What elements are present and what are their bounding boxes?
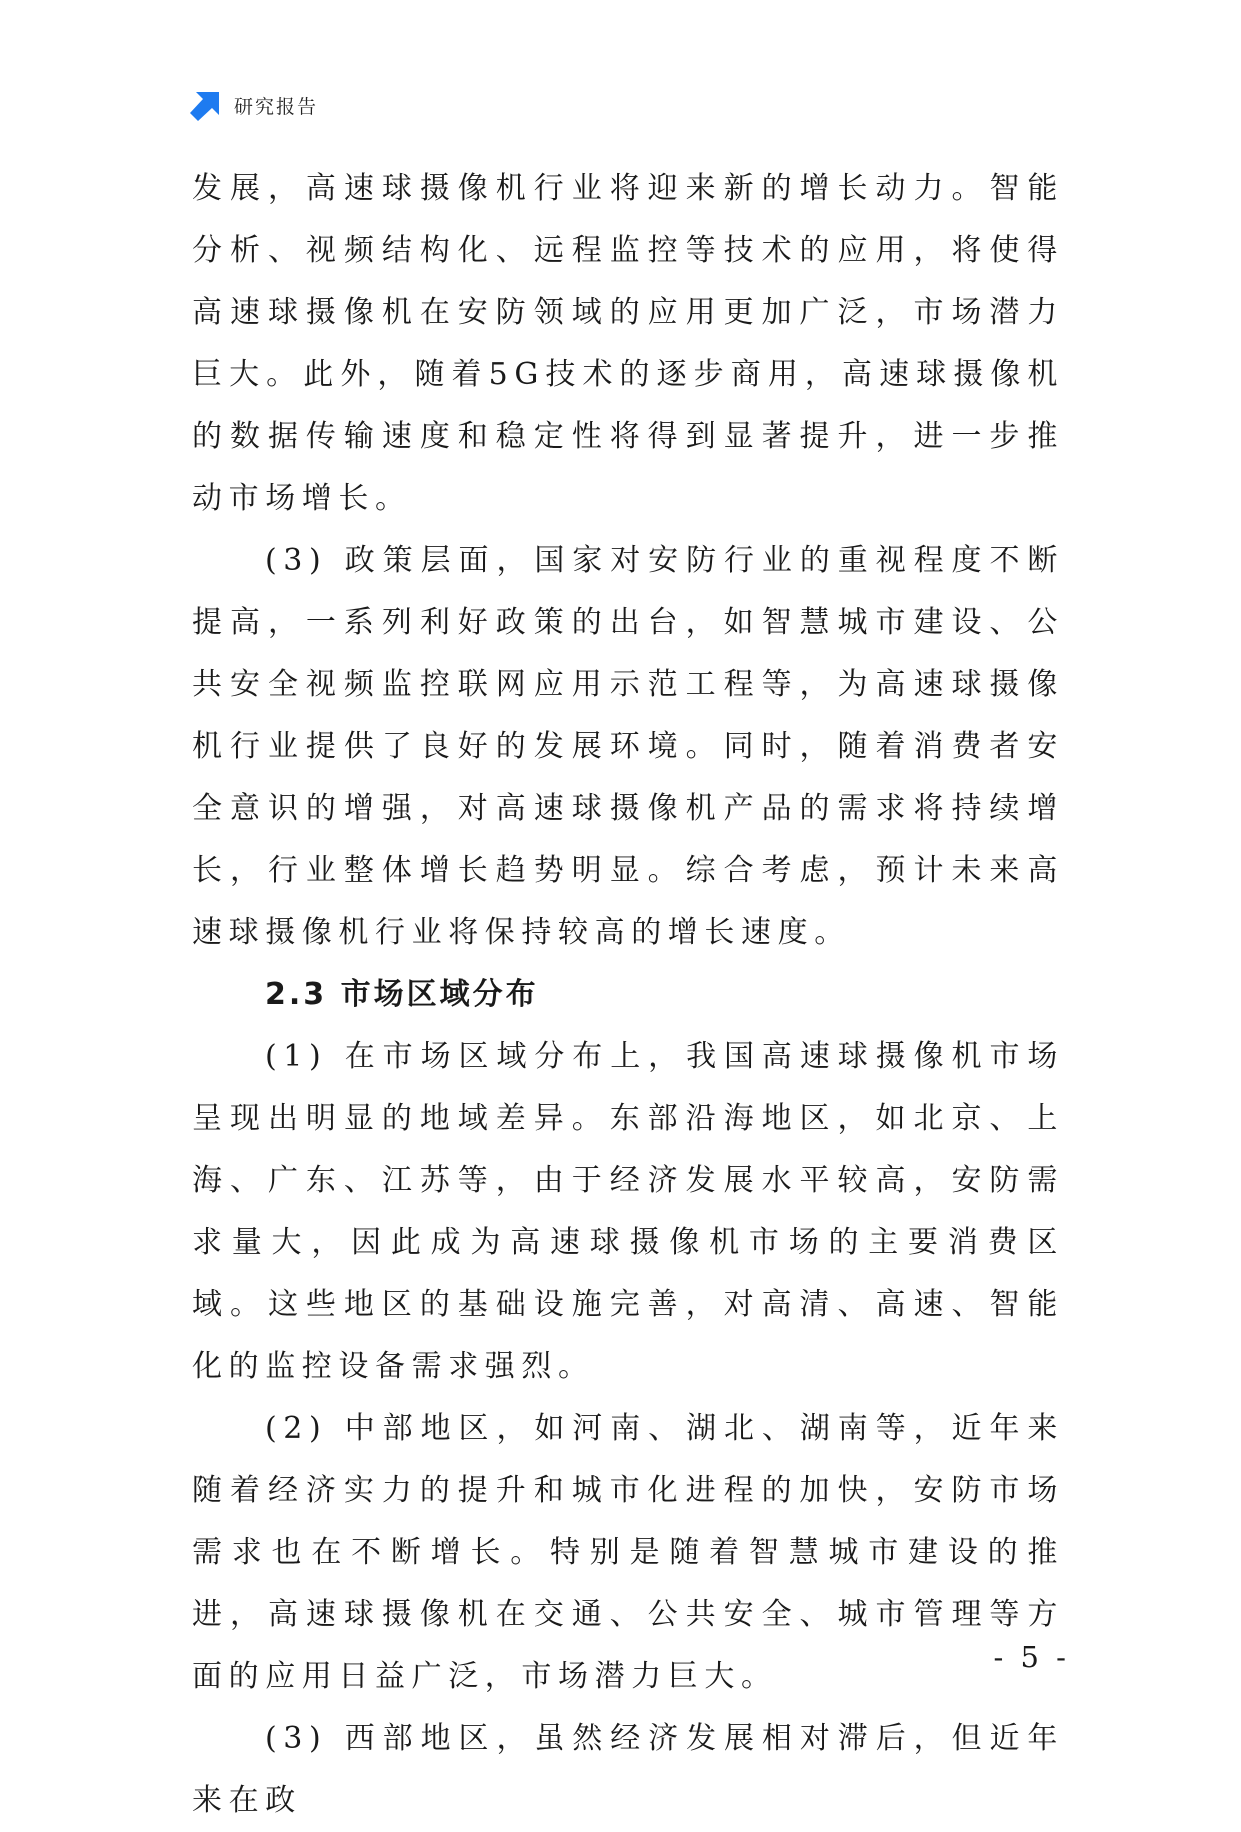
report-header — [190, 88, 318, 122]
page-number: - 5 - — [993, 1640, 1070, 1674]
header-title: 研究报告 — [234, 95, 319, 118]
paragraph-central-region: (2) 中部地区，如河南、湖北、湖南等，近年来随着经济实力的提升和城市化进程的加快，安防市场需求也在不断增长。特别是随着智慧城市建设的推进，高速球摄像机在交通、公共安全、城市管理等方面的应用日益广泛，市场潜力巨大。 — [192, 1411, 1064, 1694]
paragraph-west-region: (3) 西部地区，虽然经济发展相对滞后，但近年来在政 — [192, 1721, 1064, 1818]
document-body — [192, 158, 1064, 1832]
section-heading: 2.3 市场区域分布 — [265, 977, 539, 1012]
paragraph-policy: (3) 政策层面，国家对安防行业的重视程度不断提高，一系列利好政策的出台，如智慧城市建设、公共安全视频监控联网应用示范工程等，为高速球摄像机行业提供了良好的发展环境。同时，随着消费者安全意识的增强，对高速球摄像机产品的需求将持续增长，行业整体增长趋势明显。综合考虑，预计未来高速球摄像机行业将保持较高的增长速度。 — [192, 543, 1064, 950]
paragraph-continuation: 发展，高速球摄像机行业将迎来新的增长动力。智能分析、视频结构化、远程监控等技术的应用，将使得高速球摄像机在安防领域的应用更加广泛，市场潜力巨大。此外，随着5G技术的逐步商用，高速球摄像机的数据传输速度和稳定性将得到显著提升，进一步推动市场增长。 — [192, 171, 1064, 516]
arrow-up-right-logo-icon — [190, 89, 222, 121]
paragraph-east-region: (1) 在市场区域分布上，我国高速球摄像机市场呈现出明显的地域差异。东部沿海地区，如北京、上海、广东、江苏等，由于经济发展水平较高，安防需求量大，因此成为高速球摄像机市场的主要消费区域。这些地区的基础设施完善，对高清、高速、智能化的监控设备需求强烈。 — [192, 1039, 1064, 1384]
